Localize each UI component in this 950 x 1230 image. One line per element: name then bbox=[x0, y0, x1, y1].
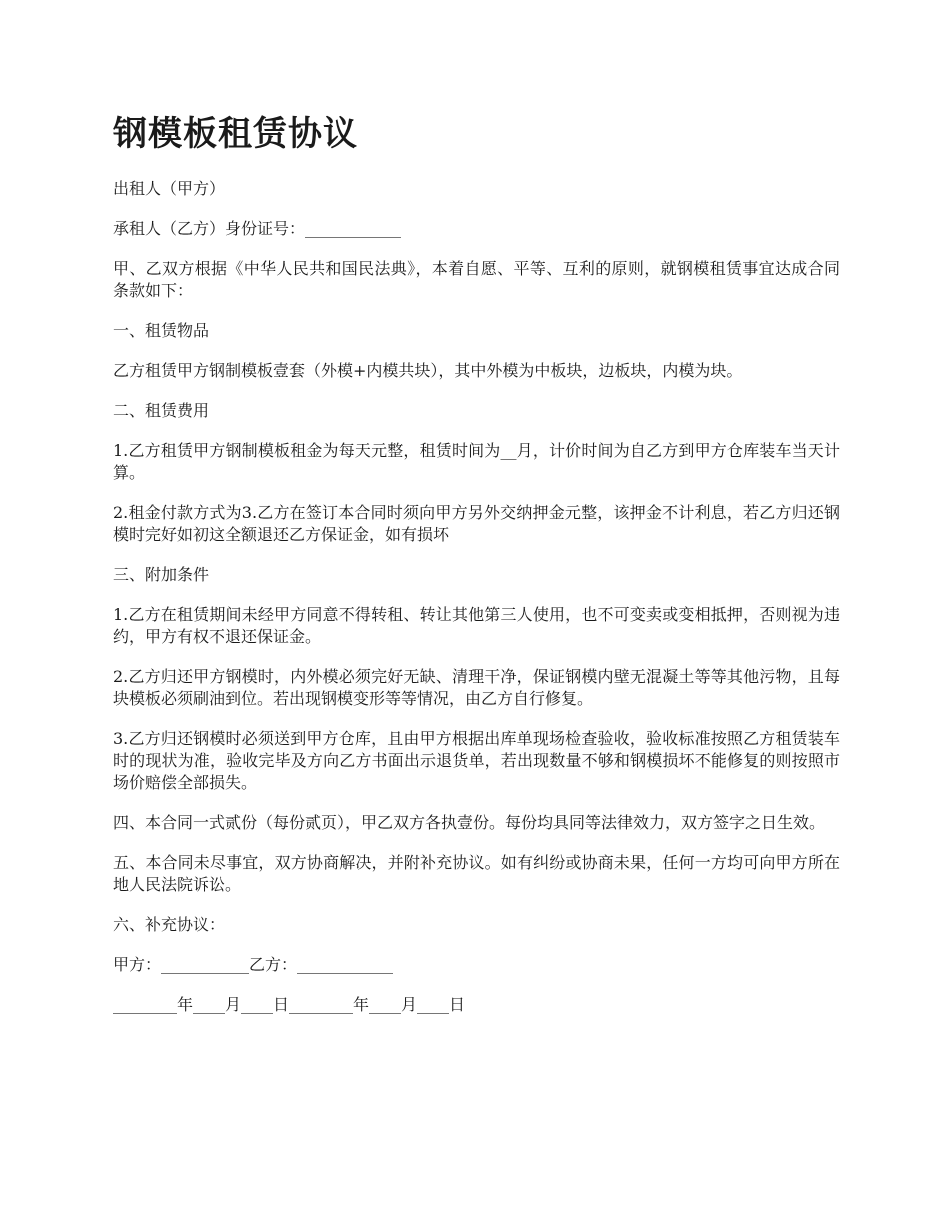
lessor-line: 出租人（甲方） bbox=[113, 179, 226, 198]
supplementary-heading: 六、补充协议： bbox=[113, 915, 226, 934]
disputes-clause: 五、本合同未尽事宜，双方协商解决，并附补充协议。如有纠纷或协商未果，任何一方均可向甲方所在地人民法院诉讼。 bbox=[113, 853, 840, 894]
preamble-paragraph: 甲、乙双方根据《中华人民共和国民法典》，本着自愿、平等、互利的原则，就钢模租赁事宜达成合同条款如下： bbox=[113, 259, 840, 300]
lessee-id-line: 承租人（乙方）身份证号：____________ bbox=[113, 219, 402, 238]
conditions-clause-2: 2.乙方归还甲方钢模时，内外模必须完好无缺、清理干净，保证钢模内壁无混凝土等等其他污物，且每块模板必须刷油到位。若出现钢模变形等等情况，由乙方自行修复。 bbox=[113, 667, 840, 708]
section-heading-items: 一、租赁物品 bbox=[113, 321, 210, 340]
fees-clause-2: 2.租金付款方式为3.乙方在签订本合同时须向甲方另外交纳押金元整，该押金不计利息，若乙方归还钢模时完好如初这全额退还乙方保证金，如有损坏 bbox=[113, 503, 840, 544]
section-heading-fees: 二、租赁费用 bbox=[113, 401, 210, 420]
document-title: 钢模板租赁协议 bbox=[113, 114, 358, 154]
items-paragraph: 乙方租赁甲方钢制模板壹套（外模+内模共块），其中外模为中板块，边板块，内模为块。 bbox=[113, 361, 743, 380]
conditions-clause-1: 1.乙方在租赁期间未经甲方同意不得转租、转让其他第三人使用，也不可变卖或变相抵押，否则视为违约，甲方有权不退还保证金。 bbox=[113, 605, 840, 646]
copies-clause: 四、本合同一式贰份（每份贰页），甲乙双方各执壹份。每份均具同等法律效力，双方签字之日生效。 bbox=[113, 813, 826, 832]
date-line: ________年____月____日________年____月____日 bbox=[113, 995, 466, 1014]
signature-line: 甲方：___________乙方：____________ bbox=[113, 955, 394, 974]
conditions-clause-3: 3.乙方归还钢模时必须送到甲方仓库，且由甲方根据出库单现场检查验收，验收标准按照乙方租赁装车时的现状为准，验收完毕及方向乙方书面出示退货单，若出现数量不够和钢模损坏不能修复的则按照市场价赔偿全部损失。 bbox=[113, 729, 840, 792]
fees-clause-1: 1.乙方租赁甲方钢制模板租金为每天元整，租赁时间为__月，计价时间为自乙方到甲方仓库装车当天计算。 bbox=[113, 441, 840, 482]
section-heading-conditions: 三、附加条件 bbox=[113, 565, 210, 584]
